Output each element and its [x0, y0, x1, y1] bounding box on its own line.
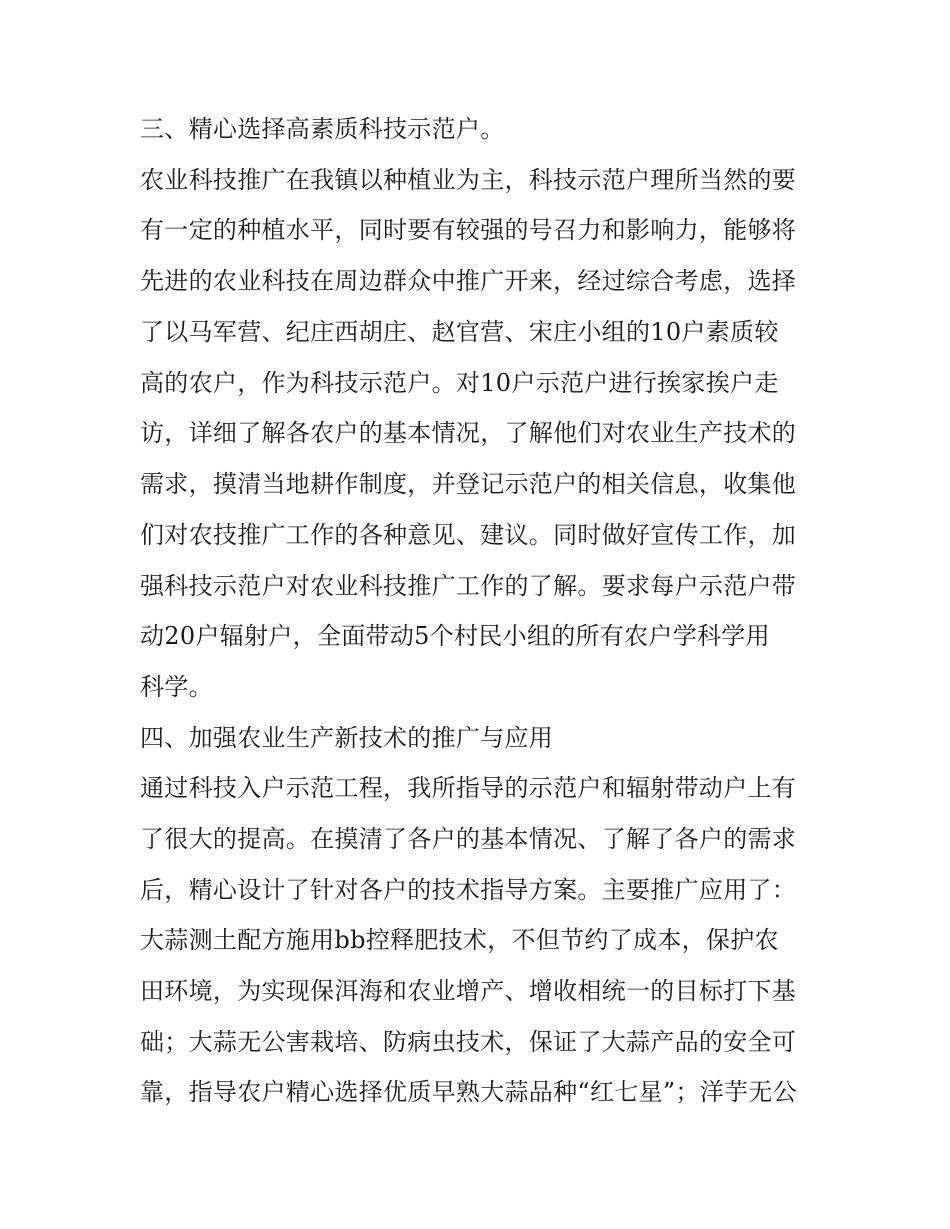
paragraph-line: 础；大蒜无公害栽培、防病虫技术，保证了大蒜产品的安全可: [140, 1028, 797, 1056]
paragraph-line: 需求，摸清当地耕作制度，并登记示范户的相关信息，收集他: [140, 470, 797, 498]
paragraph-line: 高的农户，作为科技示范户。对10户示范户进行挨家挨户走: [140, 369, 779, 397]
paragraph-line: 农业科技推广在我镇以种植业为主，科技示范户理所当然的要: [140, 166, 797, 194]
paragraph-line: 田环境，为实现保洱海和农业增产、增收相统一的目标打下基: [140, 977, 797, 1005]
paragraph-line: 靠，指导农户精心选择优质早熟大蒜品种“红七星”；洋芋无公: [140, 1078, 797, 1106]
paragraph-line: 动20户辐射户，全面带动5个村民小组的所有农户学科学用: [140, 622, 770, 650]
paragraph-line: 了以马军营、纪庄西胡庄、赵官营、宋庄小组的10户素质较: [140, 318, 779, 346]
paragraph-line: 有一定的种植水平，同时要有较强的号召力和影响力，能够将: [140, 216, 797, 244]
paragraph-line: 大蒜测土配方施用bb控释肥技术，不但节约了成本，保护农: [140, 926, 779, 954]
paragraph-line: 了很大的提高。在摸清了各户的基本情况、了解了各户的需求: [140, 825, 797, 853]
paragraph-line: 通过科技入户示范工程，我所指导的示范户和辐射带动户上有: [140, 774, 797, 802]
paragraph-line: 先进的农业科技在周边群众中推广开来，经过综合考虑，选择: [140, 267, 797, 295]
heading-section-four: 四、加强农业生产新技术的推广与应用: [140, 724, 554, 752]
paragraph-line: 强科技示范户对农业科技推广工作的了解。要求每户示范户带: [140, 572, 797, 600]
heading-section-three: 三、精心选择高素质科技示范户。: [140, 115, 505, 143]
paragraph-line: 后，精心设计了针对各户的技术指导方案。主要推广应用了：: [140, 876, 797, 904]
paragraph-line: 科学。: [140, 673, 213, 701]
paragraph-line: 们对农技推广工作的各种意见、建议。同时做好宣传工作，加: [140, 521, 797, 549]
paragraph-line: 访，详细了解各农户的基本情况，了解他们对农业生产技术的: [140, 419, 797, 447]
